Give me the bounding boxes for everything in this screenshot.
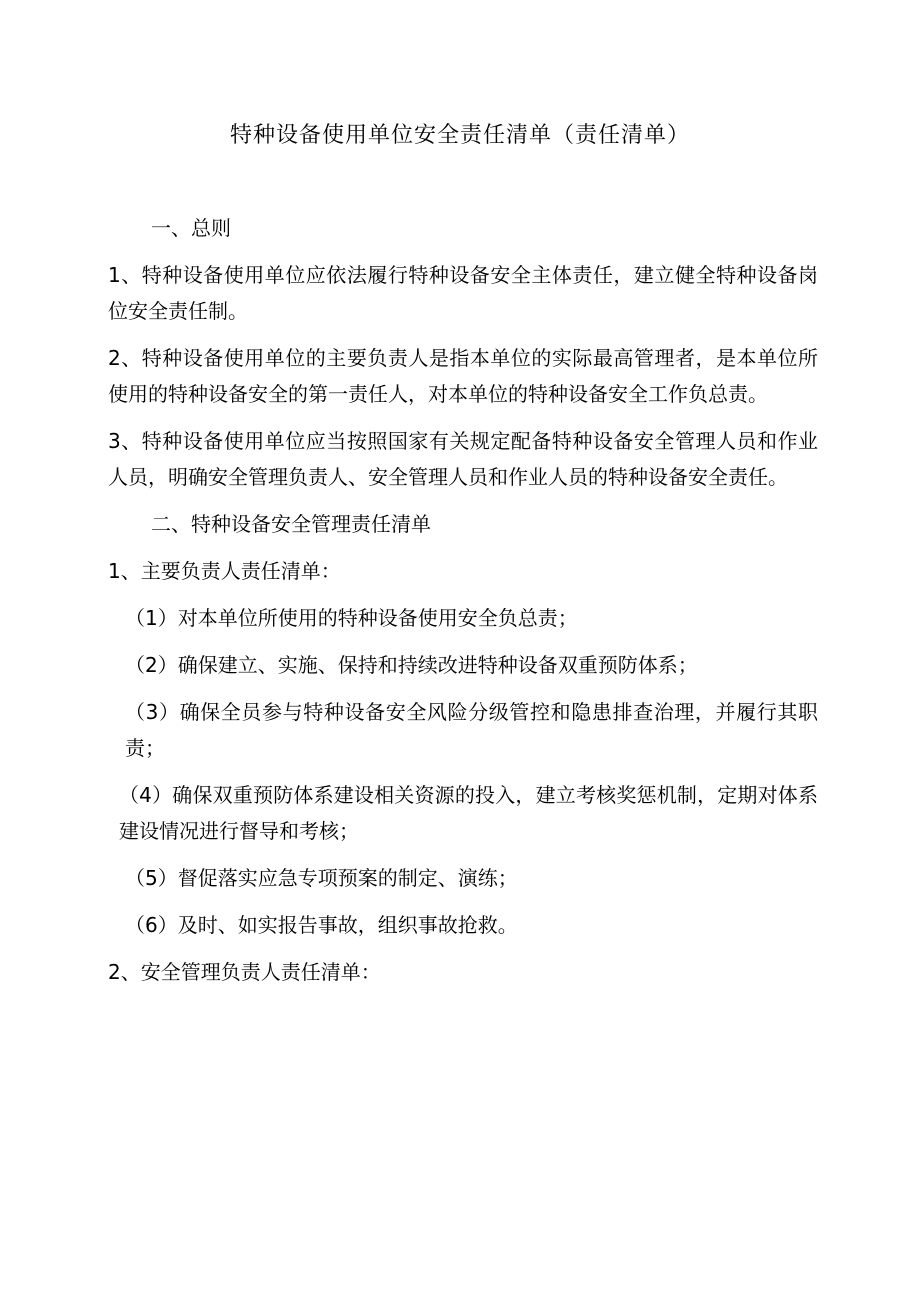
- section-heading-responsibility-list: 二、特种设备安全管理责任清单: [151, 512, 431, 536]
- principal-item-5: （5）督促落实应急专项预案的制定、演练；: [125, 866, 518, 890]
- general-item-2: 2、特种设备使用单位的主要负责人是指本单位的实际最高管理者，是本单位所使用的特种设备安全的第一责任人，对本单位的特种设备安全工作负总责。: [108, 346, 818, 406]
- subsection-heading-principal: 1、主要负责人责任清单：: [108, 559, 341, 583]
- general-item-1: 1、特种设备使用单位应依法履行特种设备安全主体责任，建立健全特种设备岗位安全责任制。: [108, 263, 818, 323]
- principal-item-4: （4）确保双重预防体系建设相关资源的投入，建立考核奖惩机制，定期对体系建设情况进行督导和考核；: [119, 783, 818, 843]
- principal-item-2: （2）确保建立、实施、保持和持续改进特种设备双重预防体系；: [125, 653, 698, 677]
- principal-item-6: （6）及时、如实报告事故，组织事故抢救。: [125, 913, 518, 937]
- principal-item-3: （3）确保全员参与特种设备安全风险分级管控和隐患排查治理，并履行其职责；: [125, 700, 818, 760]
- document-title: 特种设备使用单位安全责任清单（责任清单）: [229, 123, 690, 148]
- section-heading-general: 一、总则: [151, 216, 231, 240]
- document-body: [108, 210, 818, 990]
- general-item-3: 3、特种设备使用单位应当按照国家有关规定配备特种设备安全管理人员和作业人员，明确安全管理负责人、安全管理人员和作业人员的特种设备安全责任。: [108, 429, 818, 489]
- principal-item-1: （1）对本单位所使用的特种设备使用安全负总责；: [125, 606, 578, 630]
- subsection-heading-safety-manager: 2、安全管理负责人责任清单：: [108, 960, 381, 984]
